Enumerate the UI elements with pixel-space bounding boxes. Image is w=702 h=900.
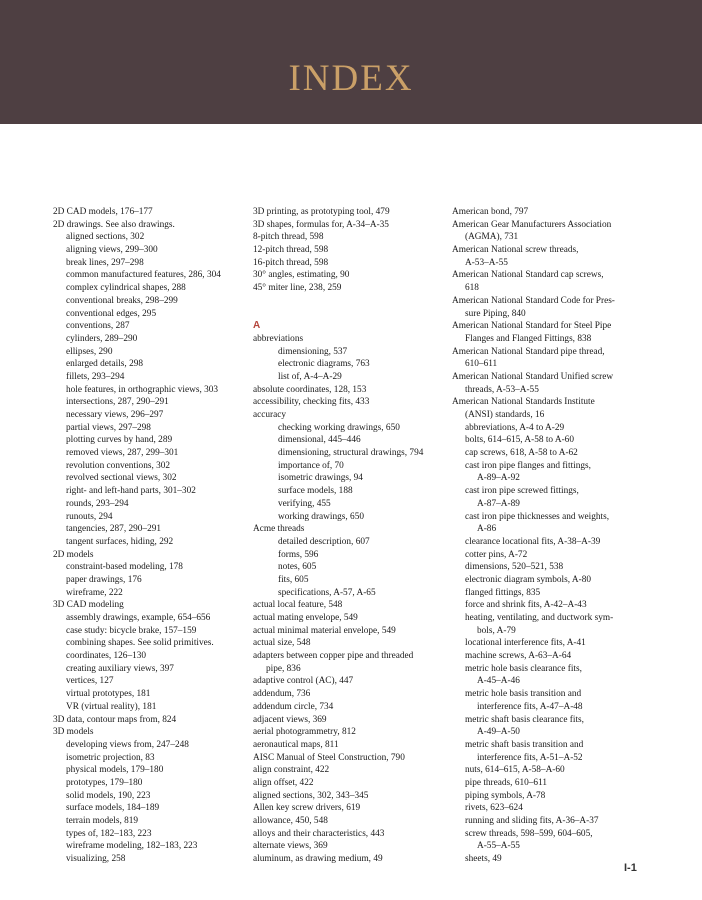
index-subentry: partial views, 297–298 [66, 422, 151, 433]
page-title: INDEX [288, 58, 414, 99]
index-subentry: importance of, 70 [278, 460, 344, 471]
index-column-2 [253, 206, 443, 866]
index-subentry: VR (virtual reality), 181 [66, 701, 157, 712]
index-subentry: bols, A-79 [477, 625, 516, 636]
index-subentry: working drawings, 650 [278, 511, 364, 522]
index-subentry: cap screws, 618, A-58 to A-62 [465, 448, 578, 459]
index-entry: actual size, 548 [253, 638, 311, 649]
index-subentry: surface models, 188 [278, 486, 353, 497]
index-entry: American National Standard for Steel Pipe [452, 321, 612, 332]
index-subentry: wireframe modeling, 182–183, 223 [66, 841, 198, 852]
index-subentry: checking working drawings, 650 [278, 422, 400, 433]
index-subentry: combining shapes. See solid primitives. [66, 638, 214, 649]
index-subentry: removed views, 287, 299–301 [66, 448, 179, 459]
index-subentry: hole features, in orthographic views, 303 [66, 384, 219, 395]
index-subentry: sheets, 49 [465, 854, 502, 865]
index-subentry: common manufactured features, 286, 304 [66, 270, 221, 281]
index-subentry: screw threads, 598–599, 604–605, [465, 828, 593, 839]
index-entry: absolute coordinates, 128, 153 [253, 384, 367, 395]
index-subentry: revolved sectional views, 302 [66, 473, 177, 484]
index-entry: aerial photogrammetry, 812 [253, 727, 356, 738]
index-entry: align offset, 422 [253, 777, 314, 788]
index-subentry: types of, 182–183, 223 [66, 828, 152, 839]
index-subentry: conventions, 287 [66, 321, 130, 332]
index-entry: 3D CAD modeling [53, 600, 124, 611]
index-entry: aligned sections, 302, 343–345 [253, 790, 369, 801]
index-entry: American National Standards Institute [452, 397, 595, 408]
index-entry: accessibility, checking fits, 433 [253, 397, 370, 408]
index-subentry: force and shrink fits, A-42–A-43 [465, 600, 587, 611]
index-entry: 2D drawings. See also drawings. [53, 219, 175, 230]
index-subentry: conventional breaks, 298–299 [66, 295, 178, 306]
index-subentry: plotting curves by hand, 289 [66, 435, 173, 446]
index-entry: American National Standard pipe thread, [452, 346, 605, 357]
index-subentry: necessary views, 296–297 [66, 410, 164, 420]
index-subentry: aligning views, 299–300 [66, 245, 158, 256]
index-subentry: complex cylindrical shapes, 288 [66, 283, 186, 294]
index-entry: American National screw threads, [452, 245, 579, 256]
index-subentry: visualizing, 258 [66, 854, 126, 865]
index-subentry: bolts, 614–615, A-58 to A-60 [465, 435, 574, 446]
index-subentry: threads, A-53–A-55 [465, 384, 539, 395]
section-letter: A [253, 320, 261, 332]
index-subentry: abbreviations, A-4 to A-29 [465, 422, 565, 433]
index-subentry: wireframe, 222 [66, 587, 123, 598]
index-subentry: surface models, 184–189 [66, 803, 160, 814]
index-subentry: locational interference fits, A-41 [465, 638, 586, 649]
index-subentry: solid models, 190, 223 [66, 790, 151, 801]
index-subentry: pipe threads, 610–611 [465, 777, 548, 788]
index-entry: adaptive control (AC), 447 [253, 676, 354, 687]
index-subentry: flanged fittings, 835 [465, 587, 541, 598]
index-subentry: clearance locational fits, A-38–A-39 [465, 536, 601, 547]
index-entry: 12-pitch thread, 598 [253, 245, 329, 256]
index-entry: American National Standard cap screws, [452, 270, 604, 281]
index-subentry: cast iron pipe flanges and fittings, [465, 460, 591, 471]
index-subentry: cast iron pipe thicknesses and weights, [465, 511, 610, 522]
index-entry: 16-pitch thread, 598 [253, 257, 329, 268]
index-subentry: electronic diagrams, 763 [278, 359, 370, 370]
index-subentry: cotter pins, A-72 [465, 549, 528, 560]
index-entry: addendum circle, 734 [253, 701, 334, 712]
index-subentry: Flanges and Flanged Fittings, 838 [465, 333, 592, 344]
index-entry: American National Standard Code for Pres- [452, 295, 615, 306]
index-subentry: A-45–A-46 [477, 676, 520, 687]
index-subentry: 618 [465, 283, 479, 294]
index-subentry: A-86 [477, 524, 497, 535]
index-subentry: case study: bicycle brake, 157–159 [66, 625, 197, 636]
index-subentry: tangencies, 287, 290–291 [66, 524, 162, 535]
index-subentry: metric hole basis transition and [465, 689, 582, 700]
index-subentry: interference fits, A-47–A-48 [477, 701, 583, 712]
index-entry: align constraint, 422 [253, 765, 330, 776]
index-entry: 3D shapes, formulas for, A-34–A-35 [253, 219, 389, 230]
index-subentry: A-89–A-92 [477, 473, 520, 484]
index-subentry: revolution conventions, 302 [66, 460, 171, 471]
index-subentry: terrain models, 819 [66, 816, 139, 826]
header-banner [0, 0, 702, 124]
index-column-1 [53, 206, 243, 866]
index-subentry: fits, 605 [278, 574, 309, 585]
index-entry: allowance, 450, 548 [253, 816, 328, 826]
index-subentry: cast iron pipe screwed fittings, [465, 486, 579, 497]
index-subentry: paper drawings, 176 [66, 574, 142, 585]
index-subentry: verifying, 455 [278, 498, 331, 509]
index-entry: actual mating envelope, 549 [253, 613, 358, 623]
index-subentry: vertices, 127 [66, 676, 114, 687]
index-subentry: assembly drawings, example, 654–656 [66, 613, 211, 623]
index-entry: AISC Manual of Steel Construction, 790 [253, 752, 405, 763]
index-subentry: cylinders, 289–290 [66, 333, 138, 344]
index-subentry: interference fits, A-51–A-52 [477, 752, 583, 763]
index-entry: 30° angles, estimating, 90 [253, 270, 350, 281]
index-subentry: forms, 596 [278, 549, 319, 560]
index-subentry: machine screws, A-63–A-64 [465, 651, 572, 662]
index-entry: 3D models [53, 727, 94, 738]
index-subentry: developing views from, 247–248 [66, 739, 189, 750]
index-entry: addendum, 736 [253, 689, 311, 700]
index-entry: 3D printing, as prototyping tool, 479 [253, 207, 390, 217]
index-entry: actual local feature, 548 [253, 600, 343, 611]
index-entry: 8-pitch thread, 598 [253, 232, 324, 243]
index-subentry: piping symbols, A-78 [465, 790, 546, 801]
index-subentry: intersections, 287, 290–291 [66, 397, 169, 408]
index-subentry: metric hole basis clearance fits, [465, 663, 582, 674]
page-number: I-1 [624, 862, 637, 874]
index-subentry: runouts, 294 [66, 511, 113, 522]
index-subentry: rounds, 293–294 [66, 498, 129, 509]
index-subentry: virtual prototypes, 181 [66, 689, 151, 700]
index-entry: Allen key screw drivers, 619 [253, 803, 361, 814]
index-entry: aluminum, as drawing medium, 49 [253, 854, 383, 865]
section-gap [253, 295, 443, 308]
index-subentry: ellipses, 290 [66, 346, 113, 357]
index-subentry: coordinates, 126–130 [66, 651, 147, 662]
index-entry: aeronautical maps, 811 [253, 739, 339, 750]
index-subentry: 610–611 [465, 359, 498, 370]
index-subentry: dimensional, 445–446 [278, 435, 361, 446]
index-entry: Acme threads [253, 524, 305, 535]
index-column-3 [452, 206, 652, 866]
index-subentry: A-49–A-50 [477, 727, 520, 738]
index-subentry: (AGMA), 731 [465, 232, 519, 243]
index-subentry: sure Piping, 840 [465, 308, 526, 319]
index-subentry: list of, A-4–A-29 [278, 371, 342, 382]
index-subentry: A-55–A-55 [477, 841, 520, 852]
index-subentry: break lines, 297–298 [66, 257, 144, 268]
index-subentry: running and sliding fits, A-36–A-37 [465, 816, 599, 826]
index-subentry: metric shaft basis transition and [465, 739, 584, 750]
index-subentry: heating, ventilating, and ductwork sym- [465, 613, 614, 623]
index-subentry: A-53–A-55 [465, 257, 508, 268]
index-subentry: right- and left-hand parts, 301–302 [66, 486, 196, 497]
index-entry: 2D CAD models, 176–177 [53, 207, 153, 217]
index-entry: abbreviations [253, 333, 304, 344]
index-subentry: A-87–A-89 [477, 498, 520, 509]
index-subentry: nuts, 614–615, A-58–A-60 [465, 765, 565, 776]
index-entry: American National Standard Unified screw [452, 371, 614, 382]
index-entry: 2D models [53, 549, 94, 560]
index-subentry: metric shaft basis clearance fits, [465, 714, 584, 725]
index-subentry: physical models, 179–180 [66, 765, 164, 776]
index-subentry: dimensioning, structural drawings, 794 [278, 448, 424, 459]
index-entry: American bond, 797 [452, 207, 529, 217]
index-entry: American Gear Manufacturers Association [452, 219, 612, 230]
index-entry: adapters between copper pipe and threaded [253, 651, 414, 662]
index-subentry: rivets, 623–624 [465, 803, 523, 814]
index-entry: 45° miter line, 238, 259 [253, 283, 342, 294]
index-subentry: dimensioning, 537 [278, 346, 348, 357]
index-subentry: electronic diagram symbols, A-80 [465, 574, 591, 585]
index-subentry: conventional edges, 295 [66, 308, 157, 319]
index-subentry: detailed description, 607 [278, 536, 370, 547]
index-subentry: prototypes, 179–180 [66, 777, 143, 788]
index-subentry: aligned sections, 302 [66, 232, 145, 243]
index-entry: alloys and their characteristics, 443 [253, 828, 385, 839]
index-subentry: fillets, 293–294 [66, 371, 125, 382]
index-entry: adjacent views, 369 [253, 714, 327, 725]
index-subentry: constraint-based modeling, 178 [66, 562, 183, 573]
index-subentry: tangent surfaces, hiding, 292 [66, 536, 174, 547]
index-subentry: pipe, 836 [266, 663, 301, 674]
index-subentry: isometric drawings, 94 [278, 473, 363, 484]
index-subentry: specifications, A-57, A-65 [278, 587, 376, 598]
index-entry: alternate views, 369 [253, 841, 328, 852]
index-subentry: notes, 605 [278, 562, 317, 573]
index-entry: 3D data, contour maps from, 824 [53, 714, 177, 725]
index-subentry: dimensions, 520–521, 538 [465, 562, 564, 573]
section-gap [253, 308, 443, 321]
index-subentry: creating auxiliary views, 397 [66, 663, 174, 674]
index-entry: actual minimal material envelope, 549 [253, 625, 396, 636]
index-subentry: isometric projection, 83 [66, 752, 155, 763]
index-subentry: enlarged details, 298 [66, 359, 144, 370]
index-subentry: (ANSI) standards, 16 [465, 410, 545, 420]
index-entry: accuracy [253, 410, 287, 420]
